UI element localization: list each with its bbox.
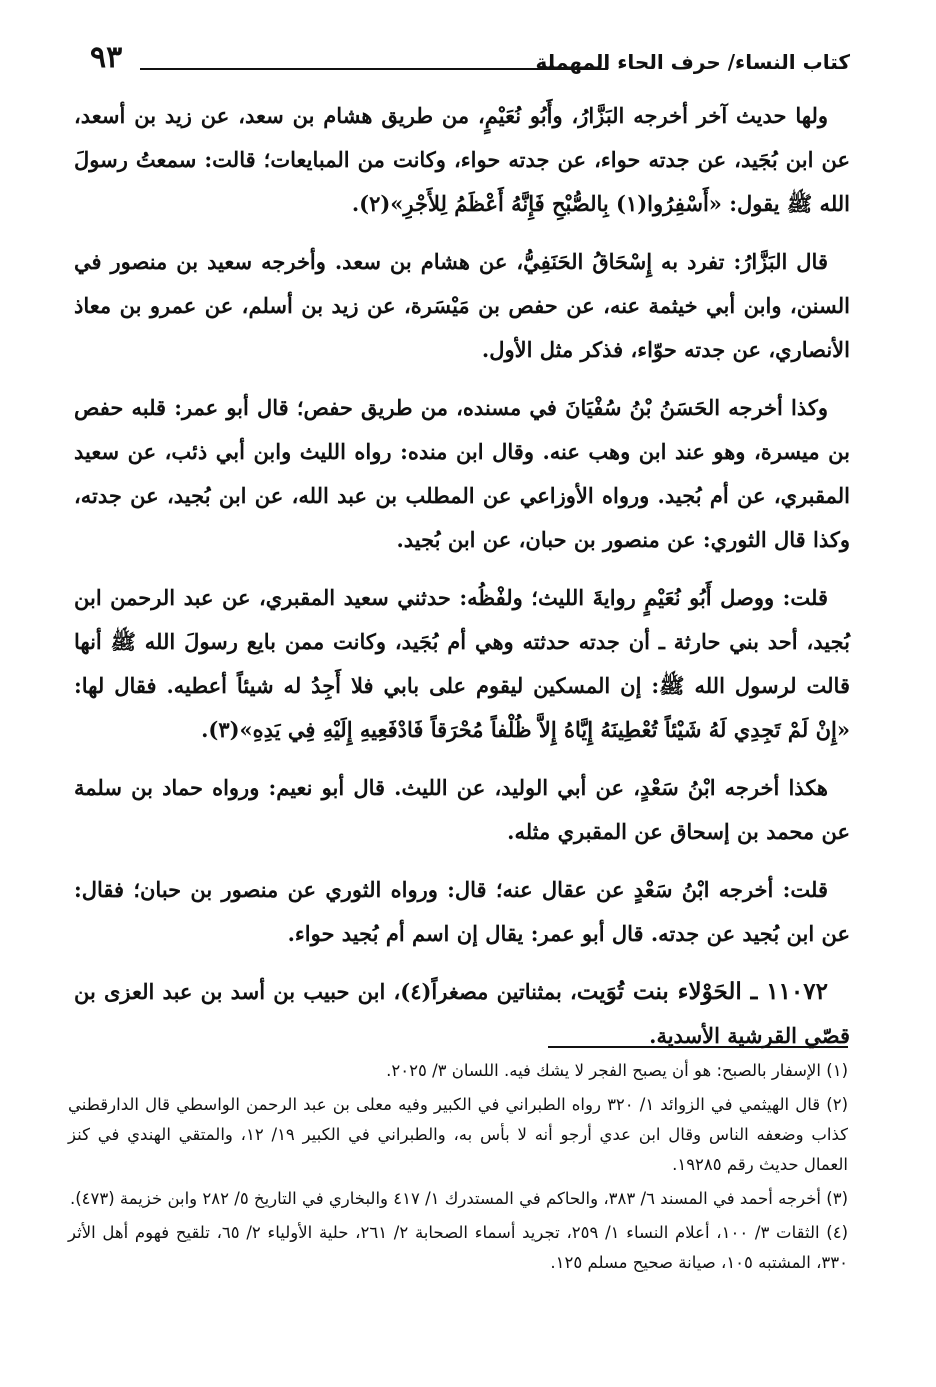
- entry-text: ، بمثناتين مصغراً(٤)، ابن حبيب بن أسد بن عبد العزى بن قصّي القرشية الأسدية.: [74, 979, 850, 1048]
- paragraph: وكذا أخرجه الحَسَنُ بْنُ سُفْيَانَ في مسنده، من طريق حفص؛ قال أبو عمر: قلبه حفص بن ميسرة، وهو عند ابن وهب عنه. وقال ابن منده: رواه الليث وابن أبي ذئب، عن سعيد المقبري، عن أم بُجيد. ورواه الأوزاعي عن المطلب بن عبد الله، عن ابن بُجيد، عن جدته، وكذا قال الثوري: عن منصور بن حبان، عن ابن بُجيد.: [74, 395, 850, 552]
- main-text: [74, 94, 850, 1072]
- footnotes: [68, 1046, 848, 1282]
- footnote-rule: [548, 1046, 848, 1048]
- page-number: ٩٣: [90, 40, 123, 75]
- page-header: [60, 38, 850, 82]
- footnote: (٣) أخرجه أحمد في المسند ٦/ ٣٨٣، والحاكم في المستدرك ١/ ٤١٧ والبخاري في التاريخ ٥/ ٢٨٢ وابن خزيمة (٤٧٣).: [69, 1189, 848, 1208]
- entry-heading: ١١٠٧٢ ـ الحَوْلاء بنت تُوَيت: [576, 978, 828, 1005]
- running-title: كتاب النساء/ حرف الحاء المهملة: [535, 50, 850, 74]
- paragraph: هكذا أخرجه ابْنُ سَعْدٍ، عن أبي الوليد، عن الليث. قال أبو نعيم: ورواه حماد بن سلمة عن محمد بن إسحاق عن المقبري مثله.: [74, 775, 850, 844]
- paragraph: قال البَزَّارُ: تفرد به إِسْحَاقُ الحَنَفِيُّ، عن هشام بن سعد. وأخرجه سعيد بن منصور في السنن، وابن أبي خيثمة عنه، عن حفص بن مَيْسَرة، عن زيد بن أسلم، عن عمرو بن معاذ الأنصاري، عن جدته حوّاء، فذكر مثل الأول.: [74, 249, 850, 362]
- paragraph: ولها حديث آخر أخرجه البَزَّارُ، وأَبُو نُعَيْمٍ، من طريق هشام بن سعد، عن زيد بن أسعد، عن ابن بُجَيد، عن جدته حواء، عن جدته حواء، وكانت من المبايعات؛ قالت: سمعتُ رسولَ الله ﷺ يقول: «أَسْفِرُوا(١) بِالصُّبْحِ فَإِنَّهُ أَعْظَمُ لِلأَجْرِ»(٢).: [74, 103, 850, 216]
- footnote: (٤) الثقات ٣/ ١٠٠، أعلام النساء ١/ ٢٥٩، تجريد أسماء الصحابة ٢/ ٢٦١، حلية الأولياء ٢/ ٦٥، تلقيح فهوم أهل الأثر ٣٣٠، المشتبه ١٠٥، صيانة صحيح مسلم ١٢٥.: [68, 1223, 849, 1272]
- paragraph: قلت: ووصل أَبُو نُعَيْمٍ روايةَ الليث؛ ولفْظُه: حدثني سعيد المقبري، عن عبد الرحمن ابن بُجيد، أحد بني حارثة ـ أن جدته حدثته وهي أم بُجَيد، وكانت ممن بايع رسولَ الله ﷺ أنها قالت لرسول الله ﷺ: إن المسكين ليقوم على بابي فلا أَجِدُ له شيئاً أعطيه. فقال لها: «إِنْ لَمْ تَجِدِي لَهُ شَيْئاً تُعْطِينَهُ إِيَّاهُ إِلاَّ ظُلْفاً مُحْرَقاً فَادْفَعِيهِ إِلَيْهِ فِي يَدِهِ»(٣).: [74, 585, 850, 742]
- paragraph: قلت: أخرجه ابْنُ سَعْدٍ عن عقال عنه؛ قال: ورواه الثوري عن منصور بن حبان؛ فقال: عن ابن بُجيد عن جدته. قال أبو عمر: يقال إن اسم أم بُجيد حواء.: [74, 877, 850, 946]
- footnote: (٢) قال الهيثمي في الزوائد ١/ ٣٢٠ رواه الطبراني في الكبير وفيه معلى بن عبد الرحمن الواسطي قال الدارقطني كذاب وضعفه الناس وقال ابن عدي أرجو أنه لا بأس به، والطبراني في الكبير ١٩/ ١٢، والمتقي الهندي في كنز العمال حديث رقم ١٩٢٨٥.: [68, 1095, 849, 1174]
- footnote: (١) الإسفار بالصبح: هو أن يصبح الفجر لا يشك فيه. اللسان ٣/ ٢٠٢٥.: [386, 1061, 848, 1080]
- biography-entry: [74, 970, 850, 1058]
